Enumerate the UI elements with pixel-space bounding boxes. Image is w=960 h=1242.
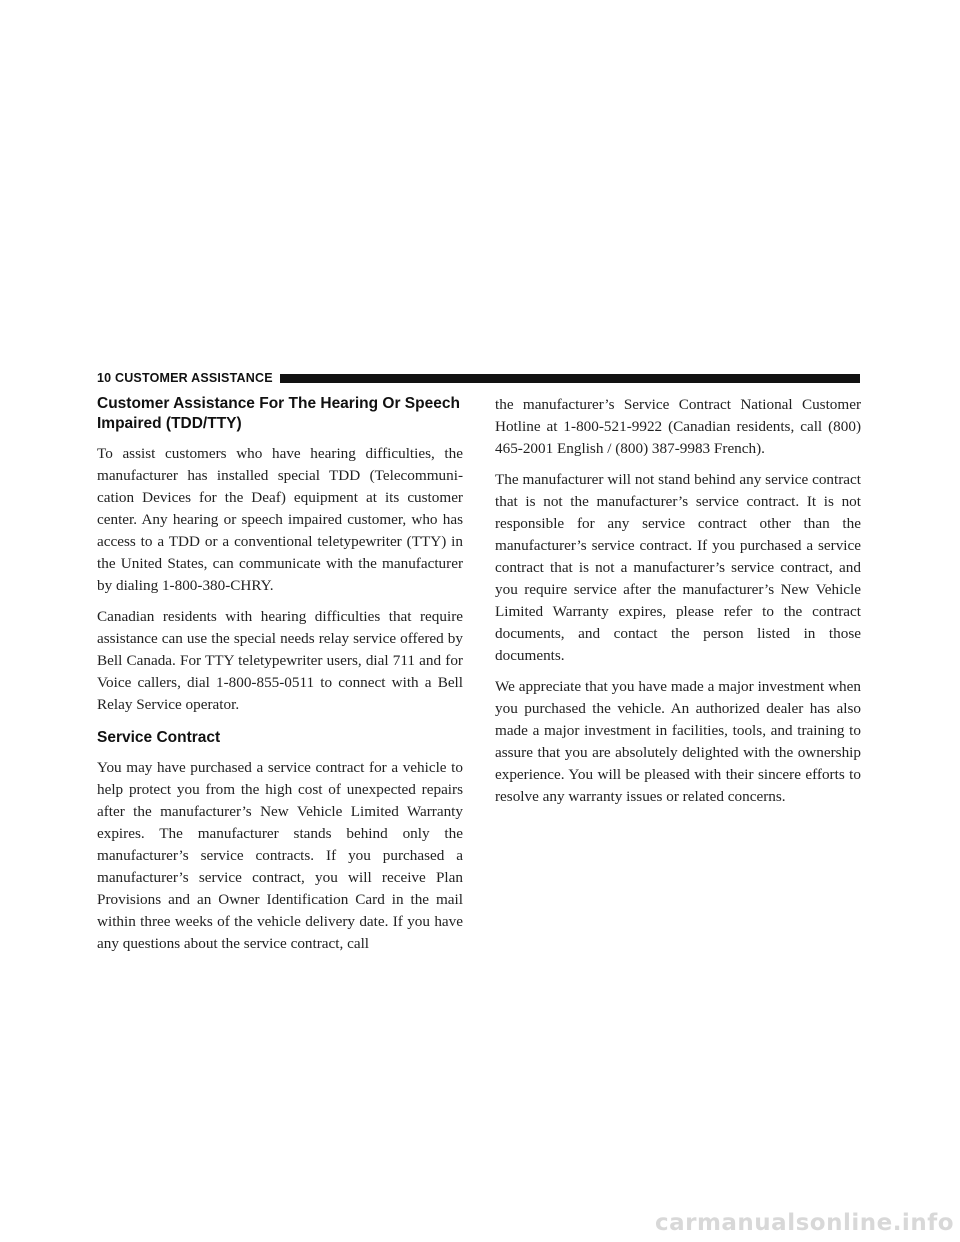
paragraph-non-manufacturer-contract: The manufacturer will not stand behind any service contract that is not the manufacturer’s service contract. It is not responsible for any service contract other than the manufacturer’s service contract. If you purchased a service contract that is not a manufacturer’s service contract, and you require service after the manufacturer’s New Vehicle Limited Warranty expires, please refer to the contract documents, and contact the person listed in those documents. (495, 471, 861, 664)
paragraph-service-contract: You may have purchased a service contract for a vehicle to help protect you from the high cost of unexpected repairs after the manufacturer’s New Vehicle Limited Warranty expires. The manufacturer stands behind only the manufacturer’s service contracts. If you purchased a manufacturer’s service contract, you will receive Plan Provisions and an Owner Identification Card in the mail within three weeks of the vehicle delivery date. If you have any questions about the service contract, call (97, 759, 463, 952)
paragraph-dealer-investment: We appreciate that you have made a major investment when you purchased the vehicle. An authorized dealer has also made a major investment in facilities, tools, and training to assure that you are absolutely delighted with the ownership experience. You will be pleased with their sincere efforts to resolve any warranty issues or related concerns. (495, 678, 861, 805)
left-column (97, 394, 463, 964)
paragraph-hotline: the manufacturer’s Service Contract National Customer Hotline at 1-800-521-9922 (Canadian residents, call (800) 465-2001 English / (800) 387-9983 French). (495, 396, 861, 457)
page-number-section-title: 10 CUSTOMER ASSISTANCE (97, 371, 273, 385)
header-rule (280, 374, 860, 383)
watermark: carmanualsonline.info (654, 1210, 954, 1236)
page-header (97, 370, 860, 386)
paragraph-canadian-relay: Canadian residents with hearing difficulties that require assistance can use the special needs relay service offered by Bell Canada. For TTY teletypewriter users, dial 711 and for Voice callers, dial 1-800-855-0511 to connect with a Bell Relay Service operator. (97, 608, 463, 713)
paragraph-tdd-intro: To assist customers who have hearing difficulties, the manufacturer has installed special TDD (Telecommunication Devices for the Deaf) equipment at its customer center. Any hearing or speech impaired customer, who has access to a TDD or a conventional teletypewriter (TTY) in the United States, can communicate with the manufacturer by dialing 1-800-380-CHRY. (97, 445, 463, 594)
heading-tdd-tty: Customer Assistance For The Hearing Or Speech Impaired (TDD/TTY) (97, 395, 460, 432)
heading-service-contract: Service Contract (97, 729, 221, 746)
right-column (495, 394, 861, 817)
